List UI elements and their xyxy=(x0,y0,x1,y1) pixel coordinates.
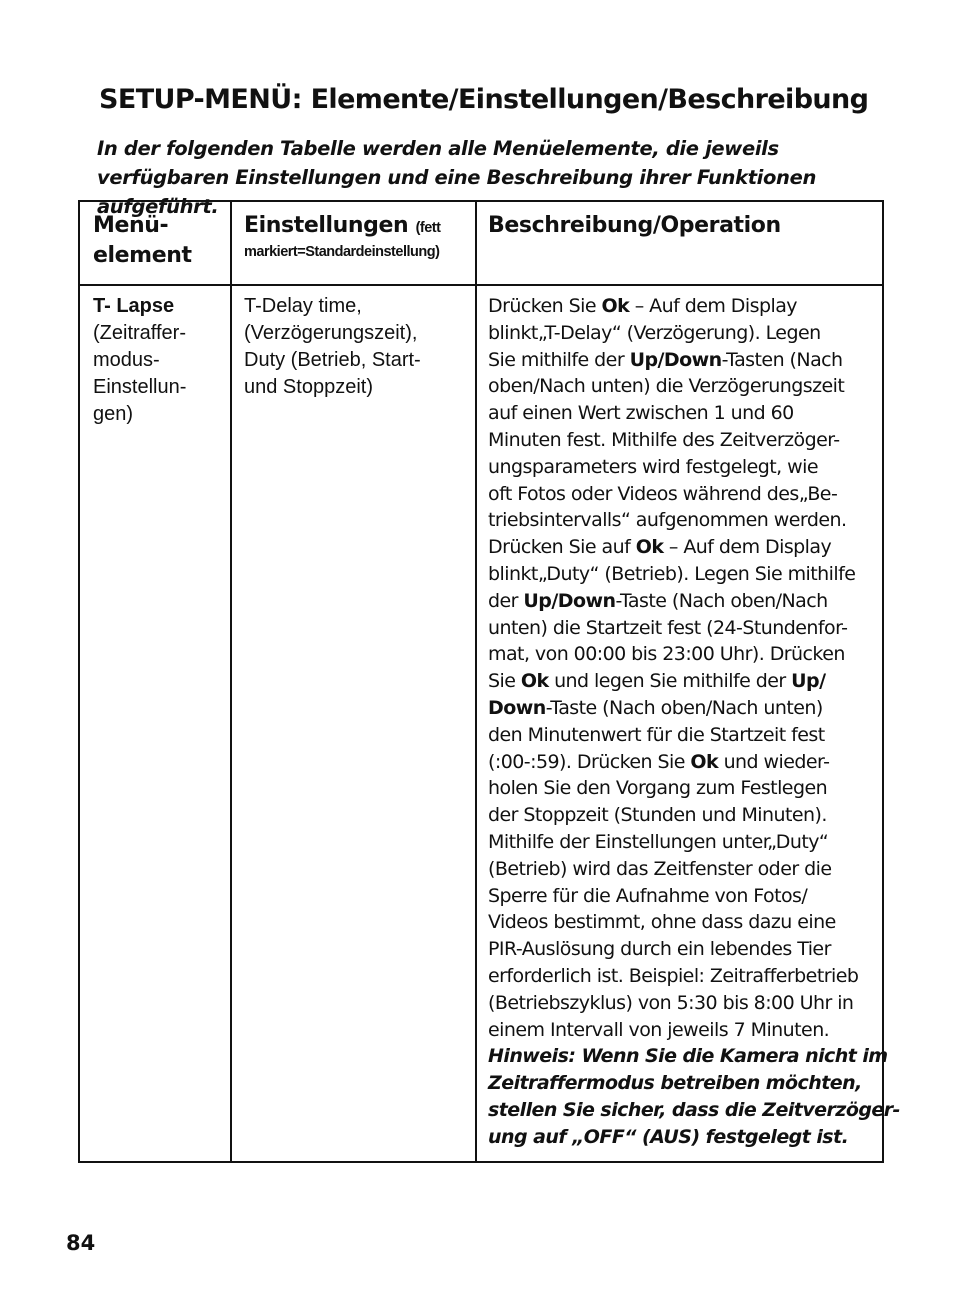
description-line: unten) die Startzeit fest (24-Stundenfor- xyxy=(488,616,848,639)
description-line: (:00-:59). Drücken Sie Ok und wieder- xyxy=(488,750,830,773)
cell-settings xyxy=(231,285,476,1162)
item-desc xyxy=(93,320,230,428)
description-line: Sie Ok und legen Sie mithilfe der Up/ xyxy=(488,670,826,693)
note-line: Zeitraffermodus betreiben möchten, xyxy=(488,1072,862,1095)
description-line: Sie mithilfe der Up/Down-Tasten (Nach xyxy=(488,348,843,371)
page-title: SETUP-MENÜ: Elemente/Einstellungen/Beschreibung xyxy=(99,84,869,115)
description-line: Drücken Sie Ok – Auf dem Display xyxy=(488,295,797,317)
header-col1-line2: element xyxy=(93,243,192,268)
description-line: holen Sie den Vorgang zum Festlegen xyxy=(488,777,828,800)
cell-menu-item xyxy=(79,285,231,1162)
description-line: Down-Taste (Nach oben/Nach unten) xyxy=(488,696,823,719)
header-col1-line1: Menü- xyxy=(93,213,169,238)
description-line: Minuten fest. Mithilfe des Zeitverzöger- xyxy=(488,428,840,451)
description-line: (Betrieb) wird das Zeitfenster oder die xyxy=(488,857,832,880)
cell-description xyxy=(476,285,900,1162)
settings-line: und Stoppzeit) xyxy=(244,376,373,398)
settings-line: Duty (Betrieb, Start- xyxy=(244,349,421,371)
header-settings xyxy=(231,201,476,285)
description-line: Mithilfe der Einstellungen unter„Duty“ xyxy=(488,830,829,853)
description-line: einem Intervall von jeweils 7 Minuten. xyxy=(488,1018,830,1041)
description-line: erforderlich ist. Beispiel: Zeitrafferbetrieb xyxy=(488,964,859,987)
item-desc-line: gen) xyxy=(93,403,134,425)
description-line: (Betriebszyklus) von 5:30 bis 8:00 Uhr in xyxy=(488,991,854,1014)
table-row xyxy=(79,285,883,1162)
settings-line: T-Delay time, xyxy=(244,295,362,317)
item-desc-line: (Zeitraffer- xyxy=(93,322,186,344)
note-line: stellen Sie sicher, dass die Zeitverzöger- xyxy=(488,1098,900,1121)
header-col2-main: Einstellungen xyxy=(244,213,409,238)
description-line: mat, von 00:00 bis 23:00 Uhr). Drücken xyxy=(488,643,845,666)
description-line: PIR-Auslösung durch ein lebendes Tier xyxy=(488,938,831,961)
header-menu-element xyxy=(79,201,231,285)
item-desc-line: modus- xyxy=(93,349,160,371)
description-line: ungsparameters wird festgelegt, wie xyxy=(488,455,818,478)
header-col3: Beschreibung/Operation xyxy=(488,213,781,238)
table-header-row xyxy=(79,201,883,285)
description-line: Drücken Sie auf Ok – Auf dem Display xyxy=(488,536,832,559)
description-line: den Minutenwert für die Startzeit fest xyxy=(488,723,825,746)
intro-text: In der folgenden Tabelle werden alle Menüelemente, die jeweils verfügbaren Einstellungen und eine Beschreibung ihrer Funktionen aufgeführt. xyxy=(97,137,816,218)
item-desc-line: Einstellun- xyxy=(93,376,187,398)
description-line: triebsintervalls“ aufgenommen werden. xyxy=(488,509,847,532)
description-line: der Up/Down-Taste (Nach oben/Nach xyxy=(488,589,828,612)
settings-line: (Verzögerungszeit), xyxy=(244,322,418,344)
description-line: auf einen Wert zwischen 1 und 60 xyxy=(488,402,794,425)
description-line: oben/Nach unten) die Verzögerungszeit xyxy=(488,375,845,398)
description-line: blinkt„T-Delay“ (Verzögerung). Legen xyxy=(488,321,821,344)
description-line: oft Fotos oder Videos während des„Be- xyxy=(488,482,838,505)
header-description xyxy=(476,201,883,285)
page-number: 84 xyxy=(66,1231,96,1255)
description-line: Sperre für die Aufnahme von Fotos/ xyxy=(488,884,808,907)
description-text xyxy=(477,286,900,1151)
header-col2-sub1: (fett xyxy=(415,220,441,236)
description-line: der Stoppzeit (Stunden und Minuten). xyxy=(488,804,827,827)
item-name: T- Lapse xyxy=(93,295,175,317)
note-line: Hinweis: Wenn Sie die Kamera nicht im xyxy=(488,1045,888,1068)
note-line: ung auf „OFF“ (AUS) festgelegt ist. xyxy=(488,1125,849,1148)
description-line: blinkt„Duty“ (Betrieb). Legen Sie mithilfe xyxy=(488,562,856,585)
header-col2-sub2: markiert=Standardeinstellung) xyxy=(244,244,440,260)
description-line: Videos bestimmt, ohne dass dazu eine xyxy=(488,911,836,934)
settings-table xyxy=(78,200,900,1163)
